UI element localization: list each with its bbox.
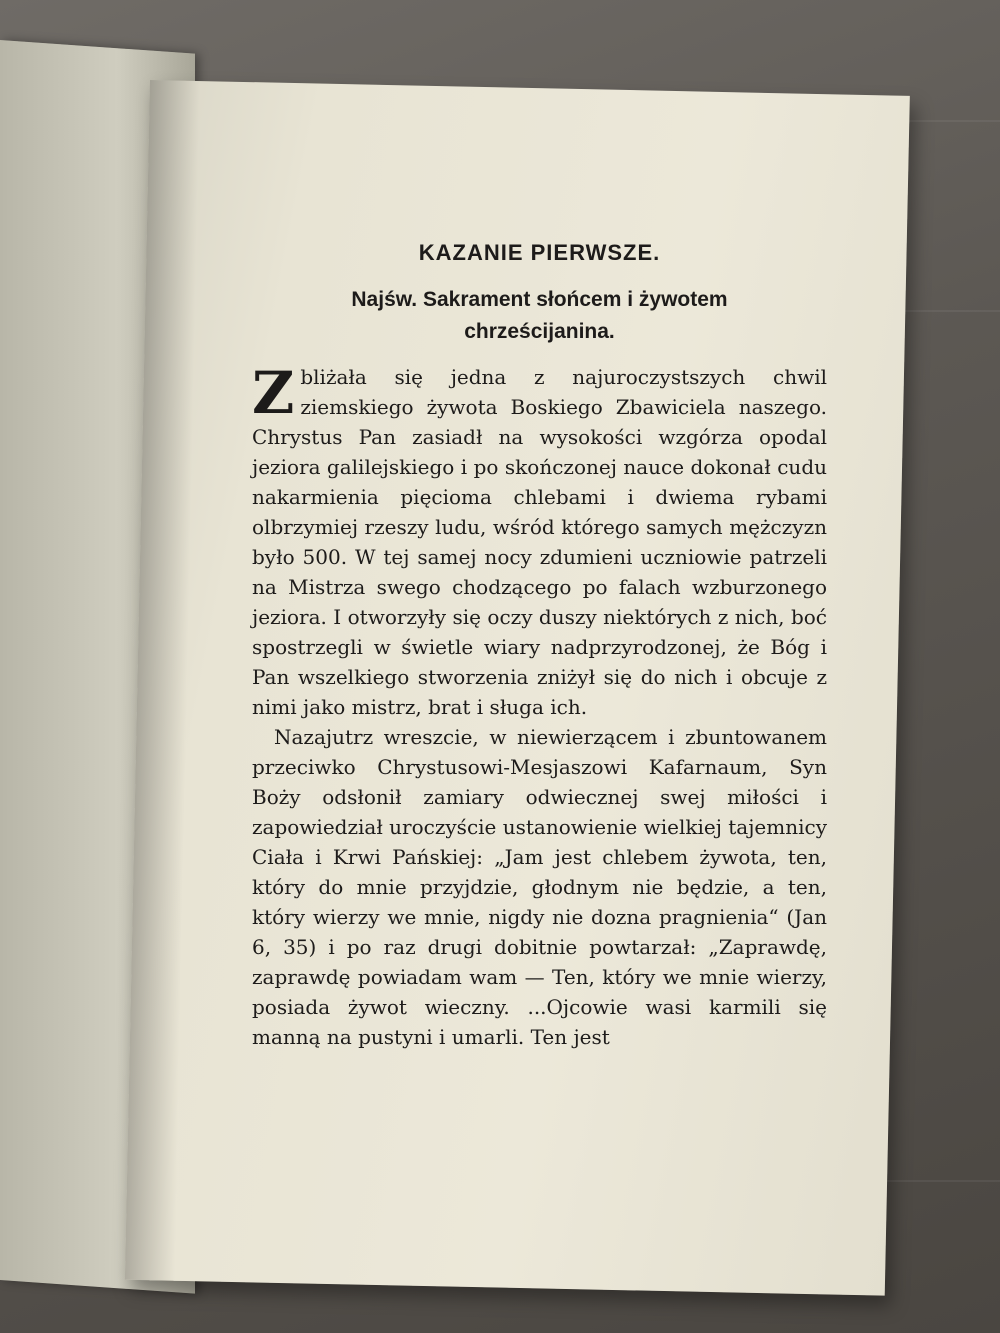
paragraph-1-text: bliżała się jedna z najuroczystszych chwil ziemskiego żywota Boskiego Zbawiciela naszego. Chrystus Pan zasiadł na wysokości wzgórza opodal jeziora galilejskiego i po skończonej nauce dokonał cudu nakarmienia pięcioma chlebami i dwiema rybami olbrzymiej rzeszy ludu, wśród którego samych mężczyzn było 500. W tej samej nocy zdumieni uczniowie patrzeli na Mistrza swego chodzącego po falach wzburzonego jeziora. I otworzyły się oczy duszy niektórych z nich, boć spostrzegli w świetle wiary nadprzyrodzonej, że Bóg i Pan wszelkiego stworzenia zniżył się do nich i obcuje z nimi jako mistrz, brat i sługa ich. [252,365,827,719]
drop-cap: Z [252,359,295,427]
subtitle-line-2: chrześcijanina. [464,320,615,343]
sermon-subtitle [252,284,827,348]
sermon-heading: KAZANIE PIERWSZE. [418,240,661,265]
paragraph-2: Nazajutrz wreszcie, w niewierzącem i zbuntowanem przeciwko Chrystusowi-Mesjaszowi Kafarnaum, Syn Boży odsłonił zamiary odwiecznej swej miłości i zapowiedział uroczyście ustanowienie wielkiej tajemnicy Ciała i Krwi Pańskiej: „Jam jest chlebem żywota, ten, który do mnie przyjdzie, głodnym nie będzie, a ten, który wierzy we mnie, nigdy nie dozna pragnienia“ (Jan 6, 35) i po raz drugi dobitnie powtarzał: „Zaprawdę, zaprawdę powiadam wam — Ten, który we mnie wierzy, posiada żywot wieczny. ...Ojcowie wasi karmili się manną na pustyni i umarli. Ten jest [252,725,827,1049]
page-text [252,240,827,1052]
subtitle-line-1: Najśw. Sakrament słońcem i żywotem [351,288,728,311]
paragraph-1 [252,359,827,722]
